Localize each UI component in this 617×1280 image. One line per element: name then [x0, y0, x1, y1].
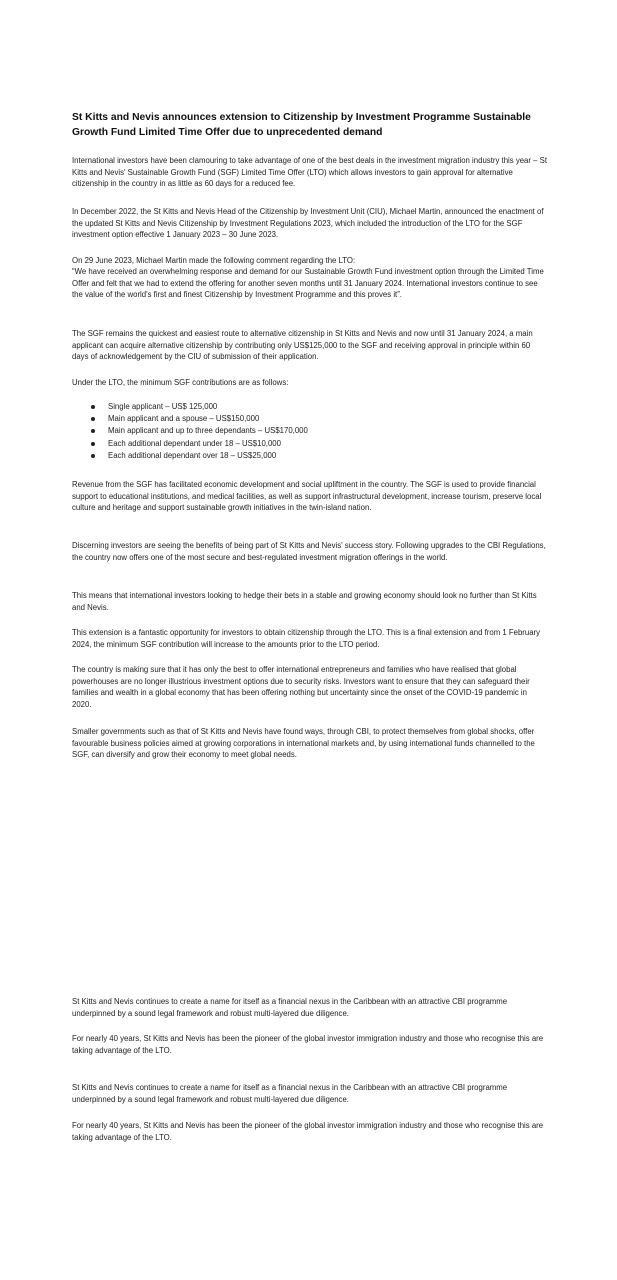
bullet-icon	[91, 417, 95, 421]
list-item	[72, 438, 542, 450]
list-item	[72, 450, 542, 462]
paragraph-best-to-offer: The country is making sure that it has only the best to offer international entrepreneurs and families who have realised that global powerhouses are no longer illustrious investment options due to security risks. Investors want to ensure that they can safeguard their families and wealth in a global economy that has been offering nothing but uncertainty since the onset of the COVID-19 pandemic in 2020.	[72, 665, 530, 709]
bullet-icon	[91, 442, 95, 446]
list-item	[72, 413, 542, 425]
paragraph-hedge-bets: This means that international investors looking to hedge their bets in a stable and growing economy should look no further than St Kitts and Nevis.	[72, 591, 537, 612]
list-item-text: Main applicant and up to three dependants – US$170,000	[108, 426, 308, 436]
bullet-icon	[91, 405, 95, 409]
paragraph-pioneer: For nearly 40 years, St Kitts and Nevis has been the pioneer of the global investor immigration industry and those who recognise this are taking advantage of the LTO.	[72, 1034, 544, 1055]
paragraph-pioneer-repeat: For nearly 40 years, St Kitts and Nevis has been the pioneer of the global investor immigration industry and those who recognise this are taking advantage of the LTO.	[72, 1121, 544, 1142]
paragraph-discerning-investors: Discerning investors are seeing the benefits of being part of St Kitts and Nevis' success story. Following upgrades to the CBI Regulations, the country now offers one of the most secure and best-regulated investment migration offerings in the world.	[72, 541, 546, 562]
paragraph-under-lto: Under the LTO, the minimum SGF contributions are as follows:	[72, 378, 289, 387]
list-item-text: Single applicant – US$ 125,000	[108, 402, 218, 411]
paragraph-june-2023: On 29 June 2023, Michael Martin made the following comment regarding the LTO:	[72, 256, 356, 265]
paragraph-smaller-governments: Smaller governments such as that of St Kitts and Nevis have found ways, through CBI, to protect themselves from global shocks, offer favourable business policies aimed at growing corporations in international markets and, by using international funds channelled to the SGF, can diversify and grow their economy to meet global needs.	[72, 727, 535, 760]
paragraph-december-2022: In December 2022, the St Kitts and Nevis Head of the Citizenship by Investment Unit (CIU), Michael Martin, announced the enactment of the updated St Kitts and Nevis Citizenship by Investment Regulations 2023, which included the introduction of the LTO for the SGF investment option effective 1 January 2023 – 30 June 2023.	[72, 207, 544, 240]
paragraph-revenue: Revenue from the SGF has facilitated economic development and social upliftment in the country. The SGF is used to provide financial support to educational institutions, and medical facilities, as well as support infrastructural development, increase tourism, preserve local culture and heritage and support sustainable growth initiatives in the twin-island nation.	[72, 480, 542, 513]
contribution-list	[72, 401, 542, 462]
document-title: St Kitts and Nevis announces extension to Citizenship by Investment Programme Sustainable Growth Fund Limited Time Offer due to unprecedented demand	[72, 112, 531, 138]
paragraph-financial-nexus-repeat: St Kitts and Nevis continues to create a name for itself as a financial nexus in the Caribbean with an attractive CBI programme underpinned by a sound legal framework and robust multi-layered due diligence.	[72, 1083, 508, 1104]
list-item	[72, 425, 542, 437]
list-item	[72, 401, 542, 413]
bullet-icon	[91, 454, 95, 458]
bullet-icon	[91, 429, 95, 433]
paragraph-extension: This extension is a fantastic opportunity for investors to obtain citizenship through the LTO. This is a final extension and from 1 February 2024, the minimum SGF contribution will increase to the amounts prior to the LTO period.	[72, 628, 541, 649]
list-item-text: Each additional dependant under 18 – US$10,000	[108, 438, 281, 448]
paragraph-quote: “We have received an overwhelming response and demand for our Sustainable Growth Fund investment option through the Limited Time Offer and felt that we had to extend the offering for another seven months until 31 January 2024. International investors continue to see the value of the world's first and finest Citizenship by Investment Programme and this proves it”.	[72, 267, 544, 300]
list-item-text: Main applicant and a spouse – US$150,000	[108, 414, 260, 424]
list-item-text: Each additional dependant over 18 – US$25,000	[108, 450, 277, 460]
paragraph-financial-nexus: St Kitts and Nevis continues to create a name for itself as a financial nexus in the Caribbean with an attractive CBI programme underpinned by a sound legal framework and robust multi-layered due diligence.	[72, 997, 508, 1018]
paragraph-intro: International investors have been clamouring to take advantage of one of the best deals in the investment migration industry this year – St Kitts and Nevis' Sustainable Growth Fund (SGF) Limited Time Offer (LTO) which allows investors to gain approval for alternative citizenship in the country in as little as 60 days for a reduced fee.	[72, 156, 548, 189]
paragraph-sgf-route: The SGF remains the quickest and easiest route to alternative citizenship in St Kitts and Nevis and now until 31 January 2024, a main applicant can acquire alternative citizenship by contributing only US$125,000 to the SGF and receiving approval in principle within 60 days of acknowledgement by the CIU of submission of their application.	[72, 329, 533, 362]
